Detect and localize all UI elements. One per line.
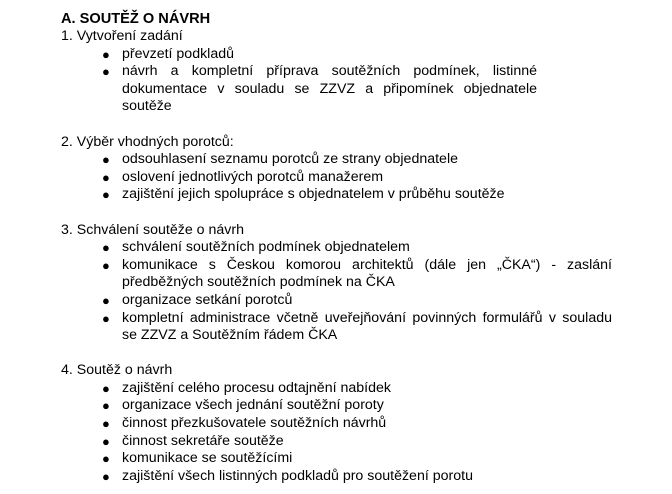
bullet-icon: ● <box>102 46 110 62</box>
list-item-text: činnost sekretáře soutěže <box>122 432 284 449</box>
bullet-icon: ● <box>102 240 110 256</box>
list-item <box>61 257 631 292</box>
list-item-text: zajištění jejich spolupráce s objednatelem v průběhu soutěže <box>122 186 505 203</box>
document-heading: A. SOUTĚŽ O NÁVRH <box>61 11 211 27</box>
list-item-text: komunikace se soutěžícími <box>122 450 293 467</box>
list-item-text: zajištění všech listinných podkladů pro soutěžení porotu <box>122 467 473 484</box>
section-vytvoreni-zadani <box>61 28 631 116</box>
list-item-text: schválení soutěžních podmínek objednatelem <box>122 239 410 256</box>
list-item <box>61 380 631 398</box>
list-item <box>61 292 631 310</box>
list-item <box>61 468 631 486</box>
list-item-text: činnost přezkušovatele soutěžních návrhů <box>122 415 387 432</box>
section-title: 4. Soutěž o návrh <box>61 362 173 379</box>
section-schvaleni-souteze <box>61 222 631 345</box>
bullet-list <box>61 380 631 486</box>
bullet-icon: ● <box>102 433 110 449</box>
bullet-icon: ● <box>102 187 110 203</box>
section-title: 2. Výběr vhodných porotců: <box>61 133 234 150</box>
list-item-text: zajištění celého procesu odtajnění nabídek <box>122 379 391 396</box>
list-item <box>61 151 631 169</box>
bullet-icon: ● <box>102 169 110 185</box>
section-title: 3. Schválení soutěže o návrh <box>61 221 244 238</box>
section-soutez-o-navrh <box>61 362 631 485</box>
bullet-list <box>61 239 631 345</box>
bullet-icon: ● <box>102 398 110 414</box>
list-item <box>61 397 631 415</box>
bullet-icon: ● <box>102 257 110 273</box>
list-item-text: organizace všech jednání soutěžní poroty <box>122 397 384 414</box>
list-item-text: návrh a kompletní příprava soutěžních podmínek, listinné dokumentace v souladu se ZZVZ a připomínek objednatele soutěže <box>122 63 537 115</box>
list-item-text: převzetí podkladů <box>122 45 234 62</box>
document <box>61 10 631 485</box>
list-item <box>61 169 631 187</box>
list-item-text: oslovení jednotlivých porotců manažerem <box>122 168 384 185</box>
list-item <box>61 450 631 468</box>
list-item-text: kompletní administrace včetně uveřejňování povinných formulářů v souladu se ZZVZ a Soutěžním řádem ČKA <box>122 309 612 344</box>
list-item-text: organizace setkání porotců <box>122 291 293 308</box>
bullet-list <box>61 151 631 204</box>
bullet-icon: ● <box>102 64 110 80</box>
list-item <box>61 239 631 257</box>
list-item <box>61 433 631 451</box>
bullet-icon: ● <box>102 451 110 467</box>
bullet-icon: ● <box>102 152 110 168</box>
list-item-text: odsouhlasení seznamu porotců ze strany objednatele <box>122 151 458 168</box>
bullet-list <box>61 46 631 116</box>
list-item-text: komunikace s Českou komorou architektů (dále jen „ČKA“) - zaslání předběžných soutěžních podmínek na ČKA <box>122 256 612 291</box>
bullet-icon: ● <box>102 416 110 432</box>
list-item <box>61 186 631 204</box>
bullet-icon: ● <box>102 468 110 484</box>
bullet-icon: ● <box>102 292 110 308</box>
section-title: 1. Vytvoření zadání <box>61 28 183 44</box>
list-item <box>61 63 631 116</box>
bullet-icon: ● <box>102 310 110 326</box>
bullet-icon: ● <box>102 380 110 396</box>
list-item <box>61 310 631 345</box>
section-vyber-porotcu <box>61 134 631 204</box>
list-item <box>61 415 631 433</box>
list-item <box>61 46 631 64</box>
